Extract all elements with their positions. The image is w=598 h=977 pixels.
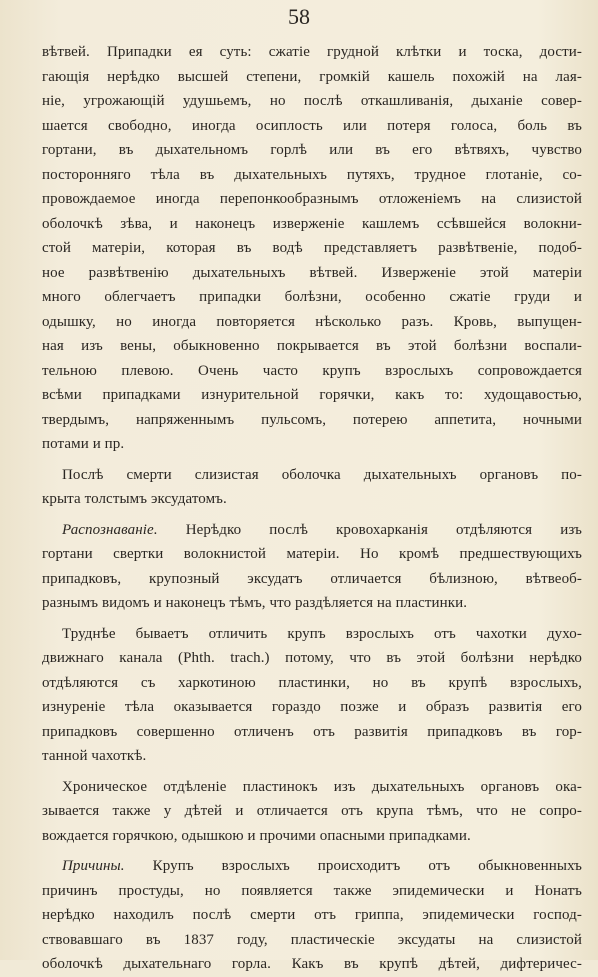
text-line: отдѣляются съ харкотиною пластинки, но въ крупѣ взрослыхъ, bbox=[42, 674, 582, 691]
text-fragment: Нерѣдко послѣ кровохарканія отдѣляются изъ bbox=[157, 521, 582, 538]
paragraph-postmortem bbox=[42, 463, 582, 512]
text-line: много облегчаетъ припадки болѣзни, особенно сжатіе груди и bbox=[42, 289, 582, 305]
text-line: зывается также у дѣтей и отличается отъ крупа тѣмъ, что не сопро- bbox=[42, 803, 582, 819]
text-line: припадковъ совершенно отличенъ отъ развитія припадковъ въ гор- bbox=[42, 723, 582, 740]
text-line: тельною плевою. Очень часто крупъ взрослыхъ сопровождается bbox=[42, 362, 582, 379]
text-line: твердымъ, напряженнымъ пульсомъ, потерею аппетита, ночными bbox=[42, 411, 582, 428]
text-line: вѣтвей. Припадки ея суть: сжатіе грудной клѣтки и тоска, дости- bbox=[42, 44, 582, 60]
text-line: причинъ простуды, но появляется также эпидемически и Нонатъ bbox=[42, 882, 582, 899]
text-fragment: Крупъ взрослыхъ происходитъ отъ обыкновенныхъ bbox=[124, 858, 582, 874]
section-heading-causes: Причины. bbox=[62, 858, 125, 874]
paragraph-symptoms bbox=[42, 40, 582, 457]
text-line: гортани, въ дыхательномъ горлѣ или въ его вѣтвяхъ, чувство bbox=[42, 142, 582, 158]
text-line: Хроническое отдѣленіе пластинокъ изъ дыхательныхъ органовъ ока- bbox=[62, 778, 582, 795]
text-line: провождаемое иногда перепонкообразнымъ отложеніемъ на слизистой bbox=[42, 191, 582, 207]
text-line: ствовавшаго въ 1837 году, пластическіе эксудаты на слизистой bbox=[42, 931, 582, 948]
paragraph-causes bbox=[42, 854, 582, 977]
text-line: стой матеріи, которая въ водѣ представляетъ развѣтвеніе, подоб- bbox=[42, 240, 582, 256]
page-number: 58 bbox=[288, 4, 310, 29]
text-line: посторонняго тѣла въ дыхательныхъ путяхъ, трудное глотаніе, со- bbox=[42, 166, 582, 183]
text-line: вождается горячкою, одышкою и прочими опасными припадками. bbox=[42, 827, 471, 844]
text-line: ніе, угрожающій удушьемъ, но послѣ откашливанія, дыханіе совер- bbox=[42, 93, 582, 109]
text-line: гающія нерѣдко высшей степени, громкій кашель похожій на лая- bbox=[42, 68, 582, 85]
text-line: шается свободно, иногда осиплость или потеря голоса, боль въ bbox=[42, 117, 582, 134]
text-line: изнуреніе тѣла оказывается гораздо позже и образъ развитія его bbox=[42, 699, 582, 715]
text-line: ное развѣтвенію дыхательныхъ вѣтвей. Изверженіе этой матеріи bbox=[42, 264, 582, 281]
text-line: потами и пр. bbox=[42, 436, 125, 452]
text-line bbox=[42, 854, 582, 879]
text-line: одышку, но иногда повторяется нѣсколько разъ. Кровь, выпущен- bbox=[42, 313, 582, 330]
text-line: ная изъ вены, обыкновенно покрывается въ этой болѣзни воспали- bbox=[42, 338, 582, 354]
text-line: гортани свертки волокнистой матеріи. Но кромѣ предшествующихъ bbox=[42, 546, 582, 562]
text-line: оболочкѣ зѣва, и наконецъ изверженіе кашлемъ ссѣвшейся волокни- bbox=[42, 215, 582, 232]
text-line bbox=[42, 518, 582, 543]
text-line: танной чахоткѣ. bbox=[42, 748, 147, 764]
text-line: движнаго канала (Phth. trach.) потому, что въ этой болѣзни нерѣдко bbox=[42, 650, 582, 666]
text-line: разнымъ видомъ и наконецъ тѣмъ, что раздѣляется на пластинки. bbox=[42, 595, 468, 611]
text-line: крыта толстымъ эксудатомъ. bbox=[42, 491, 227, 507]
text-line: Послѣ смерти слизистая оболочка дыхательныхъ органовъ по- bbox=[62, 466, 582, 483]
text-line: припадковъ, крупозный эксудатъ отличается бѣлизною, вѣтвеоб- bbox=[42, 570, 582, 587]
text-line: нерѣдко находилъ послѣ смерти отъ гриппа, эпидемически господ- bbox=[42, 907, 582, 923]
section-heading-diagnosis: Распознаваніе. bbox=[62, 521, 158, 538]
text-line: Труднѣе бываетъ отличить крупъ взрослыхъ отъ чахотки духо- bbox=[62, 625, 582, 642]
page-text bbox=[42, 40, 582, 977]
text-line: оболочкѣ дыхательнаго горла. Какъ въ крупѣ дѣтей, дифтеричес- bbox=[42, 956, 582, 972]
paragraph-chronic bbox=[42, 775, 582, 849]
paragraph-differential bbox=[42, 622, 582, 769]
paragraph-diagnosis bbox=[42, 518, 582, 616]
text-line: всѣми припадками изнурительной горячки, какъ то: худощавостью, bbox=[42, 387, 582, 403]
